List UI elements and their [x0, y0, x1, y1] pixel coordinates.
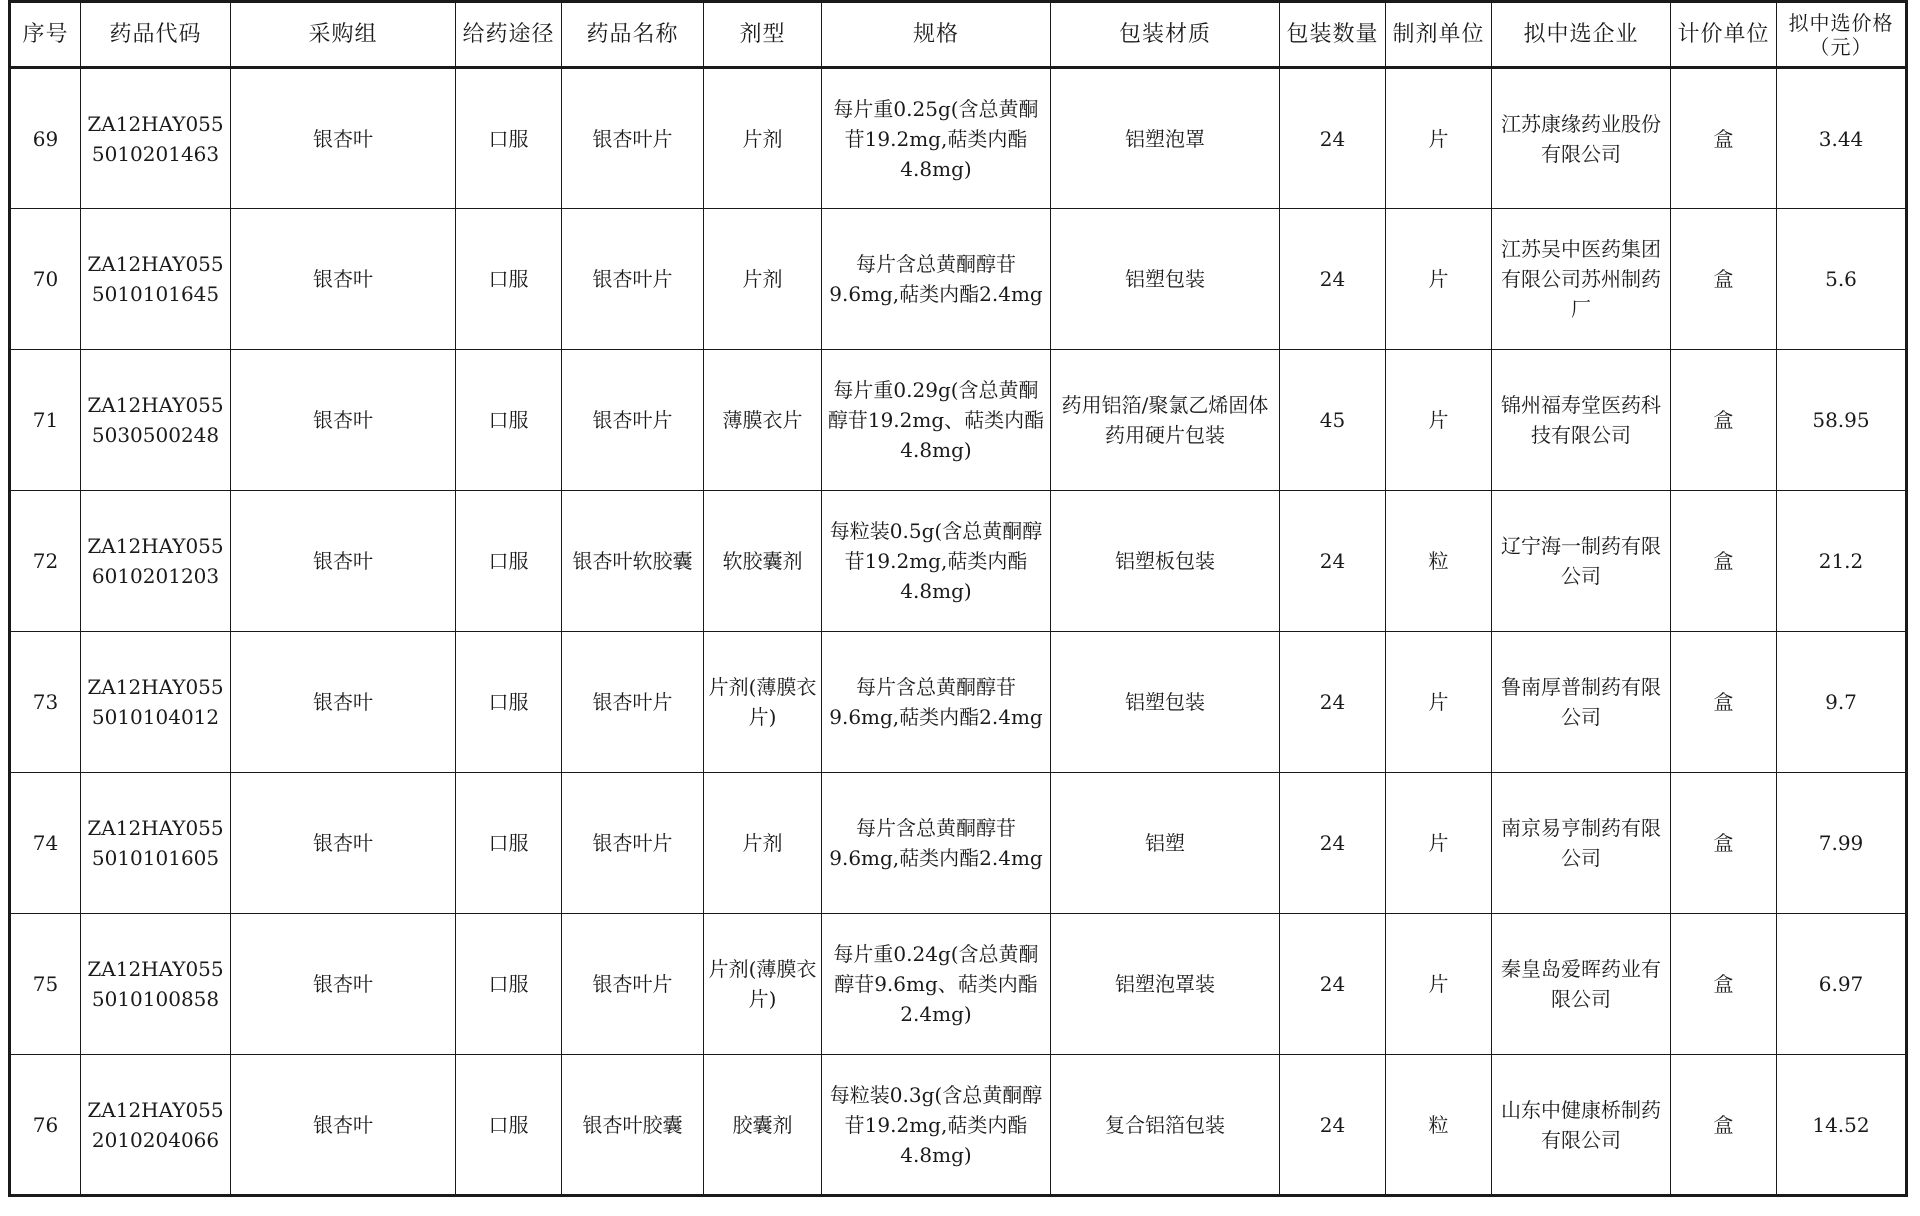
- table-row: [10, 1055, 1907, 1196]
- cell-drug-name: 银杏叶片: [562, 350, 704, 491]
- header-preparation-unit: 制剂单位: [1386, 2, 1492, 68]
- cell-procurement-group: 银杏叶: [231, 68, 456, 209]
- header-pricing-unit: 计价单位: [1671, 2, 1777, 68]
- table-row: [10, 491, 1907, 632]
- cell-specification: 每片重0.29g(含总黄酮醇苷19.2mg、萜类内酯4.8mg): [822, 350, 1051, 491]
- cell-dosage-form: 软胶囊剂: [704, 491, 822, 632]
- cell-drug-code: ZA12HAY0555010100858: [81, 914, 231, 1055]
- header-seq: 序号: [10, 2, 81, 68]
- cell-packaging-material: 铝塑包装: [1051, 209, 1280, 350]
- cell-package-quantity: 24: [1280, 773, 1386, 914]
- cell-seq: 69: [10, 68, 81, 209]
- cell-package-quantity: 24: [1280, 209, 1386, 350]
- cell-seq: 72: [10, 491, 81, 632]
- drug-price-table: [8, 0, 1908, 1197]
- cell-specification: 每片含总黄酮醇苷9.6mg,萜类内酯2.4mg: [822, 632, 1051, 773]
- table-row: [10, 209, 1907, 350]
- cell-seq: 71: [10, 350, 81, 491]
- header-procurement-group: 采购组: [231, 2, 456, 68]
- cell-preparation-unit: 片: [1386, 914, 1492, 1055]
- cell-package-quantity: 45: [1280, 350, 1386, 491]
- table-row: [10, 350, 1907, 491]
- cell-packaging-material: 药用铝箔/聚氯乙烯固体药用硬片包装: [1051, 350, 1280, 491]
- cell-price: 14.52: [1777, 1055, 1907, 1196]
- cell-specification: 每片含总黄酮醇苷9.6mg,萜类内酯2.4mg: [822, 209, 1051, 350]
- cell-procurement-group: 银杏叶: [231, 350, 456, 491]
- cell-packaging-material: 铝塑泡罩装: [1051, 914, 1280, 1055]
- cell-route: 口服: [456, 773, 562, 914]
- cell-drug-name: 银杏叶软胶囊: [562, 491, 704, 632]
- cell-price: 9.7: [1777, 632, 1907, 773]
- cell-procurement-group: 银杏叶: [231, 773, 456, 914]
- cell-drug-code: ZA12HAY0555010101605: [81, 773, 231, 914]
- cell-package-quantity: 24: [1280, 914, 1386, 1055]
- cell-procurement-group: 银杏叶: [231, 1055, 456, 1196]
- cell-preparation-unit: 片: [1386, 68, 1492, 209]
- cell-enterprise: 江苏康缘药业股份有限公司: [1492, 68, 1671, 209]
- cell-route: 口服: [456, 632, 562, 773]
- header-price: 拟中选价格（元）: [1777, 2, 1907, 68]
- cell-route: 口服: [456, 914, 562, 1055]
- cell-route: 口服: [456, 350, 562, 491]
- cell-seq: 73: [10, 632, 81, 773]
- cell-specification: 每片重0.24g(含总黄酮醇苷9.6mg、萜类内酯2.4mg): [822, 914, 1051, 1055]
- cell-enterprise: 鲁南厚普制药有限公司: [1492, 632, 1671, 773]
- header-package-quantity: 包装数量: [1280, 2, 1386, 68]
- cell-seq: 74: [10, 773, 81, 914]
- cell-pricing-unit: 盒: [1671, 350, 1777, 491]
- cell-enterprise: 山东中健康桥制药有限公司: [1492, 1055, 1671, 1196]
- cell-package-quantity: 24: [1280, 632, 1386, 773]
- cell-drug-name: 银杏叶片: [562, 773, 704, 914]
- cell-drug-name: 银杏叶片: [562, 914, 704, 1055]
- cell-package-quantity: 24: [1280, 491, 1386, 632]
- cell-enterprise: 辽宁海一制药有限公司: [1492, 491, 1671, 632]
- cell-pricing-unit: 盒: [1671, 632, 1777, 773]
- cell-price: 5.6: [1777, 209, 1907, 350]
- header-route: 给药途径: [456, 2, 562, 68]
- cell-enterprise: 江苏吴中医药集团有限公司苏州制药厂: [1492, 209, 1671, 350]
- cell-pricing-unit: 盒: [1671, 914, 1777, 1055]
- cell-drug-code: ZA12HAY0555010104012: [81, 632, 231, 773]
- header-dosage-form: 剂型: [704, 2, 822, 68]
- cell-specification: 每粒装0.3g(含总黄酮醇苷19.2mg,萜类内酯4.8mg): [822, 1055, 1051, 1196]
- cell-pricing-unit: 盒: [1671, 1055, 1777, 1196]
- cell-specification: 每粒装0.5g(含总黄酮醇苷19.2mg,萜类内酯4.8mg): [822, 491, 1051, 632]
- header-enterprise: 拟中选企业: [1492, 2, 1671, 68]
- cell-packaging-material: 铝塑: [1051, 773, 1280, 914]
- cell-specification: 每片重0.25g(含总黄酮苷19.2mg,萜类内酯4.8mg): [822, 68, 1051, 209]
- cell-enterprise: 锦州福寿堂医药科技有限公司: [1492, 350, 1671, 491]
- cell-preparation-unit: 片: [1386, 632, 1492, 773]
- cell-dosage-form: 片剂(薄膜衣片): [704, 632, 822, 773]
- cell-dosage-form: 胶囊剂: [704, 1055, 822, 1196]
- cell-route: 口服: [456, 491, 562, 632]
- cell-procurement-group: 银杏叶: [231, 491, 456, 632]
- cell-drug-name: 银杏叶片: [562, 68, 704, 209]
- header-packaging-material: 包装材质: [1051, 2, 1280, 68]
- cell-packaging-material: 复合铝箔包装: [1051, 1055, 1280, 1196]
- cell-dosage-form: 片剂: [704, 68, 822, 209]
- cell-drug-code: ZA12HAY0555010201463: [81, 68, 231, 209]
- table-row: [10, 68, 1907, 209]
- cell-drug-code: ZA12HAY0552010204066: [81, 1055, 231, 1196]
- table-row: [10, 914, 1907, 1055]
- cell-preparation-unit: 粒: [1386, 491, 1492, 632]
- cell-procurement-group: 银杏叶: [231, 632, 456, 773]
- cell-preparation-unit: 片: [1386, 209, 1492, 350]
- cell-drug-code: ZA12HAY0555010101645: [81, 209, 231, 350]
- cell-drug-name: 银杏叶胶囊: [562, 1055, 704, 1196]
- cell-route: 口服: [456, 68, 562, 209]
- cell-dosage-form: 片剂(薄膜衣片): [704, 914, 822, 1055]
- cell-drug-name: 银杏叶片: [562, 209, 704, 350]
- cell-package-quantity: 24: [1280, 1055, 1386, 1196]
- cell-enterprise: 南京易亨制药有限公司: [1492, 773, 1671, 914]
- cell-drug-code: ZA12HAY0555030500248: [81, 350, 231, 491]
- cell-price: 58.95: [1777, 350, 1907, 491]
- cell-drug-name: 银杏叶片: [562, 632, 704, 773]
- cell-drug-code: ZA12HAY0556010201203: [81, 491, 231, 632]
- cell-route: 口服: [456, 209, 562, 350]
- cell-price: 6.97: [1777, 914, 1907, 1055]
- cell-route: 口服: [456, 1055, 562, 1196]
- cell-packaging-material: 铝塑包装: [1051, 632, 1280, 773]
- cell-dosage-form: 片剂: [704, 209, 822, 350]
- cell-package-quantity: 24: [1280, 68, 1386, 209]
- cell-price: 7.99: [1777, 773, 1907, 914]
- header-drug-code: 药品代码: [81, 2, 231, 68]
- cell-procurement-group: 银杏叶: [231, 914, 456, 1055]
- cell-pricing-unit: 盒: [1671, 68, 1777, 209]
- cell-seq: 76: [10, 1055, 81, 1196]
- header-row: [10, 2, 1907, 68]
- cell-dosage-form: 薄膜衣片: [704, 350, 822, 491]
- cell-procurement-group: 银杏叶: [231, 209, 456, 350]
- cell-preparation-unit: 片: [1386, 350, 1492, 491]
- cell-specification: 每片含总黄酮醇苷9.6mg,萜类内酯2.4mg: [822, 773, 1051, 914]
- cell-price: 3.44: [1777, 68, 1907, 209]
- cell-preparation-unit: 片: [1386, 773, 1492, 914]
- table-row: [10, 773, 1907, 914]
- cell-pricing-unit: 盒: [1671, 491, 1777, 632]
- cell-enterprise: 秦皇岛爱晖药业有限公司: [1492, 914, 1671, 1055]
- cell-pricing-unit: 盒: [1671, 773, 1777, 914]
- cell-packaging-material: 铝塑泡罩: [1051, 68, 1280, 209]
- header-drug-name: 药品名称: [562, 2, 704, 68]
- cell-pricing-unit: 盒: [1671, 209, 1777, 350]
- cell-price: 21.2: [1777, 491, 1907, 632]
- cell-seq: 75: [10, 914, 81, 1055]
- header-specification: 规格: [822, 2, 1051, 68]
- cell-dosage-form: 片剂: [704, 773, 822, 914]
- cell-packaging-material: 铝塑板包装: [1051, 491, 1280, 632]
- cell-preparation-unit: 粒: [1386, 1055, 1492, 1196]
- table-row: [10, 632, 1907, 773]
- cell-seq: 70: [10, 209, 81, 350]
